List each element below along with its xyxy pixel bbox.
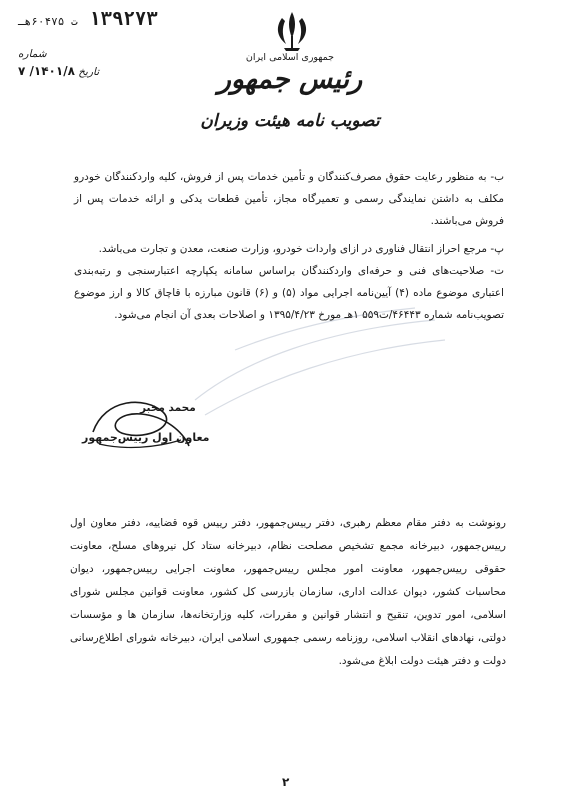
date-label: تاریخ: [78, 66, 100, 78]
distribution-list: رونوشت به دفتر مقام معظم رهبری، دفتر رییس‌جمهور، دفتر رییس قوه قضاییه، دفتر معاون اول رییس‌جمهور، دبیرخانه مجمع تشخیص مصلحت نظام، دبیرخانه ستاد کل نیروهای مسلح، معاونت حقوقی رییس‌جمهور، معاونت امور مجلس رییس‌جمهور، معاونت اجرایی رییس‌جمهور، دیوان محاسبات کشور، دیوان عدالت اداری، سازمان بازرسی کل کشور، معاونت قوانین مجلس شورای اسلامی، امور تدوین، تنقیح و انتشار قوانین و مقررات، کلیه وزارتخانه‌ها، سازمان ها و مؤسسات دولتی، نهادهای انقلاب اسلامی، روزنامه رسمی جمهوری اسلامی ایران، دبیرخانه شورای اطلاع‌رسانی دولت و دفتر هیئت دولت ابلاغ می‌شود.: [70, 517, 506, 667]
government-title: جمهوری اسلامی ایران: [245, 52, 335, 63]
letter-number: ۱۳۹۲۷۳ ت ۶۰۴۷۵هـ: [18, 8, 158, 30]
number-line: [18, 46, 47, 60]
paragraph-t: ت- صلاحیت‌های فنی و حرفه‌ای واردکنندگان براساس سامانه یکپارچه اعتبارسنجی و رتبه‌بندی اعتباری موضوع ماده (۴) آیین‌نامه اجرایی مواد (۵) و (۶) قانون مبارزه با قاچاق کالا و ارز موضوع تصویب‌نامه شماره ۴۶۴۴۳/ت۵۵۹ ۱هـ مورخ ۱۳۹۵/۴/۲۳ و اصلاحات بعدی آن انجام می‌شود.: [74, 265, 504, 321]
cabinet-title: تصویب نامه هیئت وزیران: [200, 111, 380, 131]
paragraph-b: ب- به منظور رعایت حقوق مصرف‌کنندگان و تأمین خدمات پس از فروش، کلیه واردکنندگان خودرو مکلف به داشتن نمایندگی رسمی و تعمیرگاه مجاز، تأمین قطعات یدکی و ارائه خدمات پس از فروش می‌باشند.: [74, 171, 504, 227]
ref-label: ت: [71, 15, 78, 28]
ref-value: ۶۰۴۷۵هـ: [18, 15, 65, 28]
number-label: شماره: [18, 48, 47, 60]
date-value: ۱۴۰۱/۸/ ۷: [18, 64, 75, 78]
iran-emblem-icon: [268, 8, 316, 56]
date-line: [18, 64, 99, 78]
president-title: رئیس جمهور: [217, 64, 363, 95]
page-number: ۲: [282, 775, 290, 789]
paragraph-p: پ- مرجع احراز انتقال فناوری در ازای واردات خودرو، وزارت صنعت، معدن و تجارت می‌باشد.: [98, 243, 504, 255]
signatory-title: معاون اول رییس‌جمهور: [82, 431, 210, 444]
signatory-name: محمد مخبر: [140, 402, 196, 414]
